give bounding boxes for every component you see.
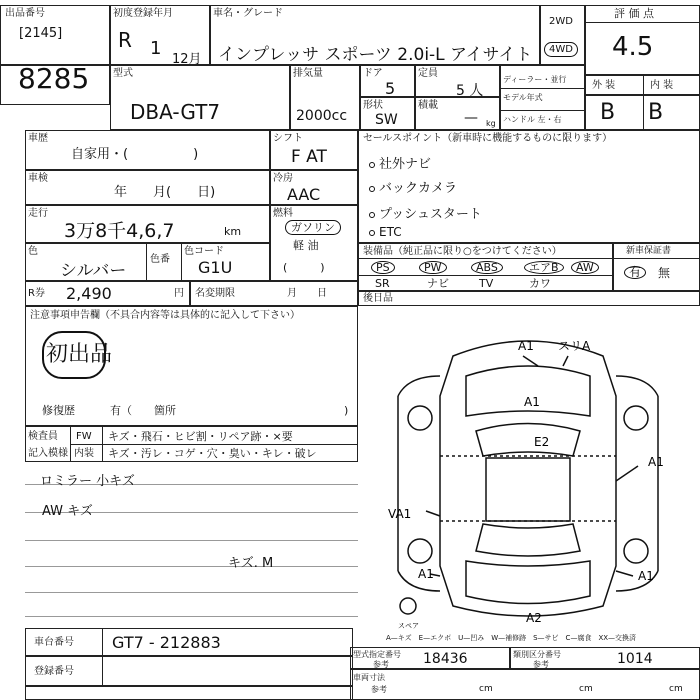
- recycle-value: 2,490: [66, 284, 112, 303]
- load-value: —: [464, 110, 478, 126]
- reg-era: R: [118, 28, 132, 52]
- capacity-label: 定員: [418, 68, 438, 79]
- color-value: シルバー: [60, 261, 127, 281]
- cooler-label: 冷房: [273, 173, 293, 184]
- history-cell: [25, 130, 270, 170]
- reg-label: 登録番号: [34, 666, 74, 677]
- shift-label: シフト: [273, 133, 303, 144]
- wheel-front-right: [624, 406, 648, 430]
- sales-points-cell: [358, 130, 700, 243]
- load-cell: [415, 97, 500, 130]
- door-cell: [360, 65, 415, 97]
- color-label: 色: [28, 246, 38, 257]
- equip-title: 装備品（純正品に限り○をつけてください）: [363, 246, 562, 257]
- car-rear-window: [476, 524, 580, 556]
- equip-airbag: エアB: [524, 261, 564, 274]
- remark-3: キズ. M: [228, 556, 274, 571]
- recycle-cell: [25, 281, 190, 306]
- mark-a2: A2: [526, 611, 542, 625]
- int-grade: B: [648, 100, 664, 125]
- equip-aw: AW: [571, 261, 599, 274]
- equipment-cell: [358, 243, 613, 291]
- shape-label: 形状: [363, 100, 383, 111]
- int-label: 内 装: [650, 80, 674, 91]
- remark-1: ロミラー 小キズ: [40, 474, 135, 489]
- sales-point-1: 社外ナビ: [369, 153, 431, 172]
- reg-cell: [25, 656, 353, 686]
- shape-cell: [360, 97, 415, 130]
- recycle-unit: 円: [174, 288, 184, 299]
- sales-point-2: バックカメラ: [369, 177, 457, 196]
- class-label: 類別区分番号: [513, 650, 561, 659]
- mileage-label: 走行: [28, 208, 48, 219]
- car-damage-diagram: [358, 306, 700, 632]
- mark-e2: E2: [534, 435, 550, 449]
- fuel-gasoline: ガソリン: [285, 220, 341, 235]
- dim-label: 車両寸法: [353, 673, 385, 682]
- equip-abs: ABS: [471, 261, 503, 274]
- spare-tire: [400, 598, 416, 614]
- sales-point-3: プッシュスタート: [369, 203, 482, 222]
- inspector-cell: [25, 426, 358, 462]
- handle-label: ハンドル 左・右: [503, 115, 562, 124]
- load-unit: kg: [486, 119, 496, 128]
- first-reg-label: 初度登録年月: [113, 8, 173, 19]
- history-value: 自家用・( ): [71, 147, 199, 162]
- fuel-cell: [270, 205, 358, 281]
- repair-value: 有（ 箇所: [110, 404, 176, 417]
- drive-2wd: 2WD: [549, 16, 573, 27]
- fw-items: キズ・飛石・ヒビ割・リペア跡・×要: [108, 430, 293, 443]
- dealer-label: ディーラー・並行: [503, 75, 567, 84]
- fuel-diesel: 軽 油: [293, 239, 319, 252]
- shift-value: F AT: [291, 147, 327, 167]
- size-label: 型式指定番号: [353, 650, 401, 659]
- mileage-cell: [25, 205, 270, 243]
- lot-number: 8285: [18, 62, 90, 95]
- model-value: DBA-GT7: [130, 100, 221, 124]
- size-value: 18436: [423, 651, 468, 667]
- car-windshield: [476, 424, 580, 457]
- dim-unit-1: cm: [479, 684, 493, 694]
- name-change-cell: [190, 281, 358, 306]
- door-label: ドア: [363, 68, 383, 79]
- displacement-value: 2000cc: [296, 108, 348, 124]
- mark-va1: VA1: [388, 507, 412, 521]
- mileage-value: 3万8千4,6,7: [64, 220, 175, 242]
- name-change-value: 月 日: [287, 288, 327, 299]
- size-number-cell: [350, 647, 510, 669]
- capacity-cell: [415, 65, 500, 97]
- reg-month: 12月: [172, 52, 202, 67]
- remark-2: AW キズ: [42, 504, 93, 519]
- color-cell: [25, 243, 270, 281]
- dim-unit-2: cm: [579, 684, 593, 694]
- fuel-label: 燃料: [273, 208, 293, 219]
- warranty-yes: 有: [624, 266, 646, 279]
- equip-leather: カワ: [529, 277, 551, 290]
- ext-grade: B: [600, 100, 616, 125]
- dim-sub: 参考: [371, 685, 387, 694]
- notes-cell: [25, 306, 358, 426]
- dim-unit-3: cm: [669, 684, 683, 694]
- door-value: 5: [385, 79, 396, 98]
- ext-int-label-cell: [585, 75, 700, 95]
- recycle-label: R券: [28, 288, 45, 299]
- equip-sr: SR: [375, 277, 390, 290]
- size-sub: 参考: [373, 660, 389, 669]
- post-items-cell: [358, 291, 700, 306]
- model-label: 型式: [113, 68, 133, 79]
- class-number-cell: [510, 647, 700, 669]
- first-listing-stamp: 初出品: [46, 342, 113, 367]
- mark-a1-rear-left: A1: [418, 567, 434, 581]
- history-label: 車歴: [28, 133, 48, 144]
- lot-number-cell: [0, 5, 110, 65]
- equip-tv: TV: [479, 277, 494, 290]
- color-code-value: G1U: [198, 258, 233, 277]
- sales-point-4: ETC: [369, 225, 402, 239]
- equip-navi: ナビ: [427, 277, 449, 290]
- chassis-value: GT7 - 212883: [112, 633, 221, 652]
- fuel-other: ( ): [283, 261, 325, 274]
- inspect-value: 年 月( 日): [114, 185, 216, 200]
- fw-label: FW: [76, 431, 92, 442]
- car-name-label: 車名・グレード: [213, 8, 283, 19]
- chassis-cell: [25, 628, 353, 656]
- spare-label: スペア: [398, 622, 419, 630]
- mileage-unit: km: [224, 225, 242, 238]
- equip-ps: PS: [371, 261, 395, 274]
- name-change-label: 名変期限: [195, 288, 235, 299]
- mark-a1-right: A1: [648, 455, 664, 469]
- interior-items: キズ・汚レ・コゲ・穴・臭い・キレ・破レ: [108, 447, 317, 460]
- dimension-cell: [350, 669, 700, 700]
- entry-label: 記入模様: [28, 448, 68, 459]
- equip-pw: PW: [419, 261, 447, 274]
- chassis-label: 車台番号: [34, 637, 74, 648]
- shift-cell: [270, 130, 358, 170]
- shape-value: SW: [375, 112, 398, 128]
- car-roof: [486, 458, 570, 521]
- inspect-label: 車検: [28, 173, 48, 184]
- warranty-cell: [613, 243, 700, 291]
- damage-legend: A—キズ E—エクボ U—凹み W—補修跡 S—サビ C—腐食 XX—交換済: [386, 634, 637, 642]
- cooler-value: AAC: [287, 185, 321, 204]
- drive-4wd: 4WD: [544, 42, 578, 57]
- bottom-strip: [25, 686, 353, 700]
- repair-close: ): [344, 404, 349, 417]
- mark-a1-rear-right: A1: [638, 569, 654, 583]
- mark-a1-top: A1: [518, 339, 534, 353]
- wheel-front-left: [408, 406, 432, 430]
- lot-label: 出品番号: [5, 8, 45, 19]
- car-name: インプレッサ スポーツ 2.0i-L アイサイト: [218, 45, 533, 65]
- car-trunk: [466, 561, 590, 604]
- interior-label: 内装: [74, 448, 94, 459]
- inspect-cell: [25, 170, 270, 205]
- repair-label: 修復歴: [42, 404, 75, 417]
- wheel-rear-right: [624, 539, 648, 563]
- wheel-rear-left: [408, 539, 432, 563]
- notes-title: 注意事項申告欄（不具合内容等は具体的に記入して下さい）: [30, 310, 300, 321]
- load-label: 積載: [418, 100, 438, 111]
- model-year-label: モデル年式: [503, 93, 543, 102]
- mark-sura: スリA: [558, 339, 591, 353]
- capacity-value: 5 人: [456, 83, 484, 99]
- drive-cell: [540, 5, 585, 65]
- sales-title: セールスポイント（新車時に機能するものに限ります）: [363, 133, 613, 144]
- inspector-label: 検査員: [28, 431, 58, 442]
- warranty-no: 無: [658, 266, 671, 280]
- reg-year: 1: [150, 38, 162, 59]
- mark-a1-hood: A1: [524, 395, 540, 409]
- ext-label: 外 装: [592, 80, 616, 91]
- dealer-cell: [500, 65, 585, 130]
- lot-sub: [2145]: [19, 26, 63, 41]
- warranty-label: 新車保証書: [626, 246, 672, 256]
- post-label: 後日品: [363, 293, 393, 304]
- color-code-label: 色コード: [184, 246, 224, 257]
- cooler-cell: [270, 170, 358, 205]
- score-value: 4.5: [612, 32, 654, 62]
- class-value: 1014: [617, 651, 653, 667]
- displacement-label: 排気量: [293, 68, 323, 79]
- lot-number-lower: [0, 65, 110, 105]
- color-no-label: 色番: [150, 254, 170, 265]
- score-label: 評 価 点: [614, 7, 654, 20]
- class-sub: 参考: [533, 660, 549, 669]
